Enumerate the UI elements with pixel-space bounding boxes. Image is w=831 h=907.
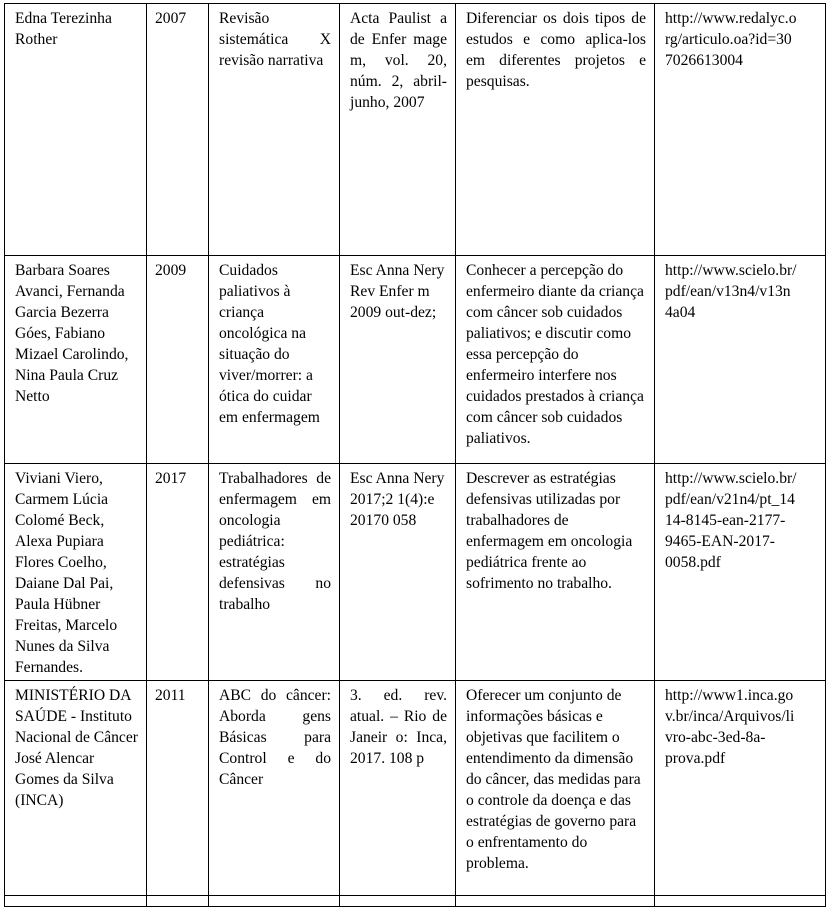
author-cell	[5, 896, 147, 907]
objective-cell: Oferecer um conjunto de informações básicas e objetivas que facilitem o entendimento da dimensão do câncer, das medidas para o controle da doença e das estratégias de governo para o enfrentamento do problema.	[456, 681, 655, 896]
url-cell: http://www1.inca.go v.br/inca/Arquivos/li vro-abc-3ed-8a- prova.pdf	[655, 681, 826, 896]
year-cell: 2009	[147, 256, 209, 464]
source-cell: Acta Paulist a de Enfer mage m, vol. 20, núm. 2, abril-junho, 2007	[340, 4, 456, 256]
title-cell: Cuidados paliativos à criança oncológica na situação do viver/morrer: a ótica do cuidar em enfermagem	[209, 256, 340, 464]
source-cell: Esc Anna Nery 2017;2 1(4):e 20170 058	[340, 464, 456, 681]
table-row	[5, 4, 826, 256]
table-row	[5, 681, 826, 896]
year-cell: 2017	[147, 464, 209, 681]
url-cell	[655, 896, 826, 907]
objective-cell: Descrever as estratégias defensivas utilizadas por trabalhadores de enfermagem em oncologia pediátrica frente ao sofrimento no trabalho.	[456, 464, 655, 681]
title-cell: ABC do câncer: Aborda gens Básicas para Control e do Câncer	[209, 681, 340, 896]
author-cell: MINISTÉRIO DA SAÚDE - Instituto Nacional de Câncer José Alencar Gomes da Silva (INCA)	[5, 681, 147, 896]
title-cell: Revisão sistemática X revisão narrativa	[209, 4, 340, 256]
author-cell: Barbara Soares Avanci, Fernanda Garcia Bezerra Góes, Fabiano Mizael Carolindo, Nina Paula Cruz Netto	[5, 256, 147, 464]
references-table	[4, 3, 826, 907]
source-cell	[340, 896, 456, 907]
year-cell: 2007	[147, 4, 209, 256]
year-cell	[147, 896, 209, 907]
source-cell: 3. ed. rev. atual. – Rio de Janeir o: Inca, 2017. 108 p	[340, 681, 456, 896]
objective-cell	[456, 896, 655, 907]
author-cell: Viviani Viero, Carmem Lúcia Colomé Beck, Alexa Pupiara Flores Coelho, Daiane Dal Pai, Paula Hübner Freitas, Marcelo Nunes da Silva Fernandes.	[5, 464, 147, 681]
url-cell: http://www.scielo.br/ pdf/ean/v13n4/v13n 4a04	[655, 256, 826, 464]
objective-cell: Diferenciar os dois tipos de estudos e como aplica-los em diferentes projetos e pesquisas.	[456, 4, 655, 256]
table-row	[5, 256, 826, 464]
title-cell	[209, 896, 340, 907]
objective-cell: Conhecer a percepção do enfermeiro diante da criança com câncer sob cuidados paliativos; e discutir como essa percepção do enfermeiro interfere nos cuidados prestados à criança com câncer sob cuidados paliativos.	[456, 256, 655, 464]
url-cell: http://www.scielo.br/ pdf/ean/v21n4/pt_14 14-8145-ean-2177- 9465-EAN-2017- 0058.pdf	[655, 464, 826, 681]
table-row	[5, 896, 826, 907]
table-row	[5, 464, 826, 681]
title-cell: Trabalhadores de enfermagem em oncologia pediátrica: estratégias defensivas no trabalho	[209, 464, 340, 681]
url-cell: http://www.redalyc.o rg/articulo.oa?id=30 7026613004	[655, 4, 826, 256]
source-cell: Esc Anna Nery Rev Enfer m 2009 out-dez;	[340, 256, 456, 464]
year-cell: 2011	[147, 681, 209, 896]
author-cell: Edna Terezinha Rother	[5, 4, 147, 256]
